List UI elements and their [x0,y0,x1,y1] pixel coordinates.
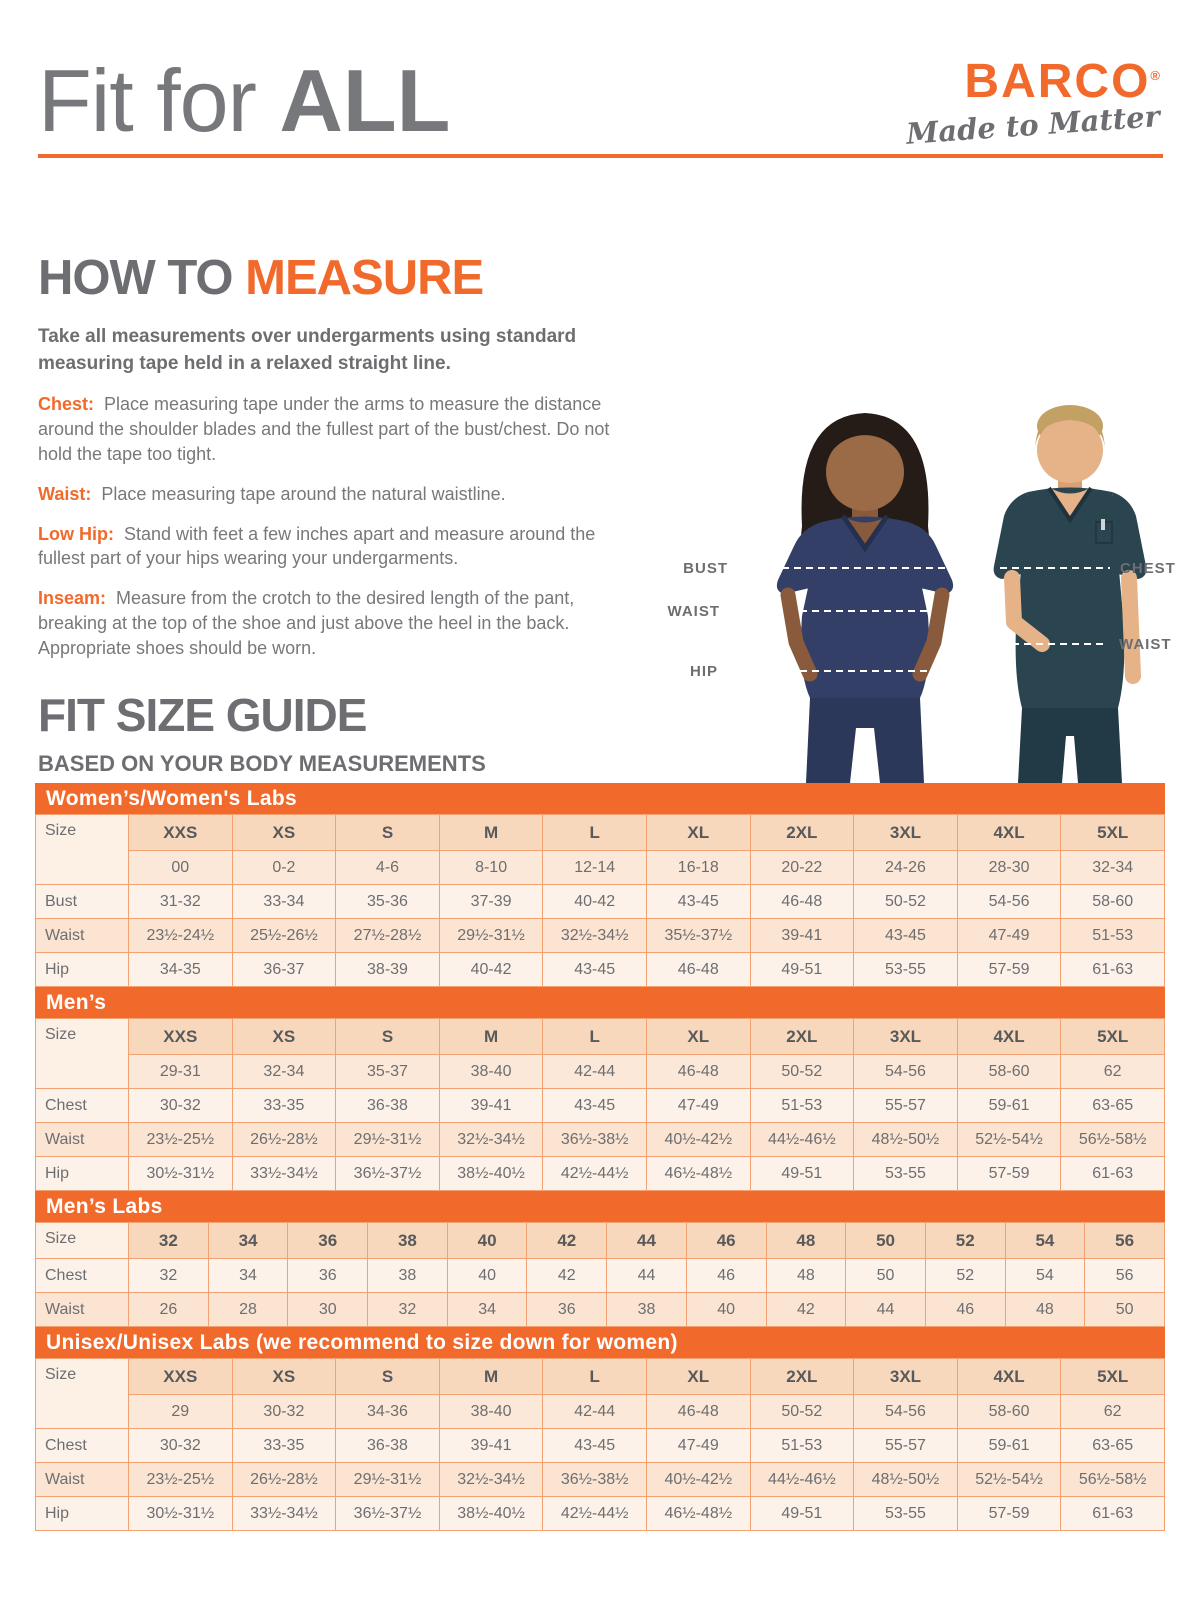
value-cell: 49-51 [750,1157,854,1191]
fit-size-guide-subheading: BASED ON YOUR BODY MEASUREMENTS [38,751,486,776]
size-label-cell: 5XL [1061,1019,1165,1055]
value-cell: 42½-44½ [543,1497,647,1531]
value-cell: 54-56 [957,885,1061,919]
measure-item-waist [38,482,623,507]
value-cell: 54-56 [854,1055,958,1089]
value-cell: 39-41 [439,1089,543,1123]
size-label-cell: XXS [129,1019,233,1055]
size-label-cell: 44 [607,1223,687,1259]
table-row [36,1259,1165,1293]
value-cell: 35½-37½ [646,919,750,953]
measure-item-label: Chest: [38,394,95,415]
table-row [36,1429,1165,1463]
size-label-cell: L [543,1359,647,1395]
brand-name: BARCO® [964,55,1160,108]
size-label-cell: 36 [288,1223,368,1259]
value-cell: 20-22 [750,851,854,885]
size-label-cell: 32 [129,1223,209,1259]
value-cell: 43-45 [543,1089,647,1123]
value-cell: 42 [527,1259,607,1293]
size-label-cell: 56 [1085,1223,1165,1259]
value-cell: 44½-46½ [750,1123,854,1157]
value-cell: 32½-34½ [543,919,647,953]
value-cell: 34 [447,1293,527,1327]
value-cell: 29-31 [129,1055,233,1089]
value-cell: 30-32 [129,1429,233,1463]
value-cell: 8-10 [439,851,543,885]
value-cell: 46½-48½ [646,1497,750,1531]
value-cell: 53-55 [854,953,958,987]
how-to-measure-section [38,250,623,661]
value-cell: 43-45 [543,953,647,987]
bust-label: BUST [683,560,728,577]
size-label-cell: S [336,1019,440,1055]
measure-item-chest [38,392,623,466]
value-cell: 42-44 [543,1055,647,1089]
value-cell: 36½-37½ [336,1157,440,1191]
value-cell: 54-56 [854,1395,958,1429]
chest-label: CHEST [1120,560,1176,577]
value-cell: 42½-44½ [543,1157,647,1191]
person-man [994,405,1147,783]
value-cell: 50-52 [854,885,958,919]
table-band-title: Unisex/Unisex Labs (we recommend to size down for women) [35,1327,1165,1358]
value-cell: 62 [1061,1395,1165,1429]
value-cell: 24-26 [854,851,958,885]
brand-logo [905,55,1161,151]
size-label-cell: S [336,815,440,851]
value-cell: 61-63 [1061,953,1165,987]
fit-size-guide-heading: FIT SIZE GUIDE [38,689,367,741]
size-label-cell: XL [646,1019,750,1055]
value-cell: 56 [1085,1259,1165,1293]
value-cell: 63-65 [1061,1429,1165,1463]
value-cell: 61-63 [1061,1497,1165,1531]
value-cell: 36 [288,1259,368,1293]
value-cell: 48 [1005,1293,1085,1327]
value-cell: 47-49 [646,1089,750,1123]
value-cell: 40½-42½ [646,1123,750,1157]
value-cell: 30-32 [129,1089,233,1123]
value-cell: 28-30 [957,851,1061,885]
value-cell: 32½-34½ [439,1123,543,1157]
size-label-cell: 40 [447,1223,527,1259]
value-cell: 39-41 [439,1429,543,1463]
models-illustration [650,376,1200,783]
value-cell: 29½-31½ [336,1123,440,1157]
value-cell: 35-36 [336,885,440,919]
value-cell: 36-38 [336,1429,440,1463]
value-cell: 12-14 [543,851,647,885]
row-label-cell: Waist [36,1293,129,1327]
value-cell: 38 [368,1259,448,1293]
size-label-cell: XXS [129,815,233,851]
size-label-cell: M [439,815,543,851]
size-header-cell: Size [36,1019,129,1089]
value-cell: 42-44 [543,1395,647,1429]
value-cell: 43-45 [646,885,750,919]
numeric-size-row [36,1395,1165,1429]
measure-item-text: Measure from the crotch to the desired length of the pant, breaking at the top of the shoe and just above the heel in the back. Appropriate shoes should be worn. [38,588,575,658]
value-cell: 57-59 [957,1157,1061,1191]
value-cell: 43-45 [543,1429,647,1463]
value-cell: 62 [1061,1055,1165,1089]
measure-intro: Take all measurements over undergarments using standard measuring tape held in a relaxed straight line. [38,326,577,374]
value-cell: 46-48 [750,885,854,919]
row-label-cell: Hip [36,953,129,987]
value-cell: 33-34 [232,885,336,919]
value-cell: 40-42 [439,953,543,987]
heading-orange-part: MEASURE [245,251,484,305]
value-cell: 32 [368,1293,448,1327]
value-cell: 26 [129,1293,209,1327]
value-cell: 37-39 [439,885,543,919]
value-cell: 58-60 [1061,885,1165,919]
size-label-cell: M [439,1019,543,1055]
waist-right-label: WAIST [1119,636,1172,653]
table-band-title: Men’s [35,987,1165,1018]
size-label-cell: 5XL [1061,815,1165,851]
value-cell: 46-48 [646,1055,750,1089]
size-label-cell: L [543,1019,647,1055]
value-cell: 59-61 [957,1089,1061,1123]
page-title-bold: ALL [279,51,451,150]
value-cell: 43-45 [854,919,958,953]
value-cell: 50-52 [750,1055,854,1089]
value-cell: 42 [766,1293,846,1327]
header-divider [38,154,1163,158]
value-cell: 56½-58½ [1061,1123,1165,1157]
value-cell: 38 [607,1293,687,1327]
size-tables [35,783,1165,1531]
table-row [36,885,1165,919]
value-cell: 36-38 [336,1089,440,1123]
size-header-cell: Size [36,815,129,885]
table-band-title: Women’s/Women's Labs [35,783,1165,814]
measure-item-label: Waist: [38,483,92,504]
value-cell: 48½-50½ [854,1123,958,1157]
value-cell: 28 [208,1293,288,1327]
value-cell: 52½-54½ [957,1123,1061,1157]
size-label-cell: XS [232,1359,336,1395]
value-cell: 59-61 [957,1429,1061,1463]
value-cell: 51-53 [1061,919,1165,953]
value-cell: 23½-24½ [129,919,233,953]
value-cell: 53-55 [854,1157,958,1191]
value-cell: 30-32 [232,1395,336,1429]
value-cell: 32-34 [1061,851,1165,885]
size-label-cell: 46 [686,1223,766,1259]
size-label-cell: XL [646,1359,750,1395]
size-label-cell: 4XL [957,1359,1061,1395]
measure-item-low-hip [38,522,623,572]
measure-item-inseam [38,586,623,660]
size-label-cell: 5XL [1061,1359,1165,1395]
value-cell: 38½-40½ [439,1497,543,1531]
value-cell: 46-48 [646,1395,750,1429]
size-label-cell: 2XL [750,1359,854,1395]
size-label-cell: M [439,1359,543,1395]
value-cell: 00 [129,851,233,885]
value-cell: 36½-38½ [543,1463,647,1497]
value-cell: 58-60 [957,1055,1061,1089]
row-label-cell: Waist [36,1123,129,1157]
value-cell: 39-41 [750,919,854,953]
waist-left-label: WAIST [667,603,720,620]
value-cell: 55-57 [854,1429,958,1463]
size-label-cell: 48 [766,1223,846,1259]
value-cell: 47-49 [646,1429,750,1463]
value-cell: 36-37 [232,953,336,987]
size-table [35,1358,1165,1531]
value-cell: 38½-40½ [439,1157,543,1191]
value-cell: 31-32 [129,885,233,919]
value-cell: 38-40 [439,1395,543,1429]
size-label-cell: XS [232,815,336,851]
value-cell: 16-18 [646,851,750,885]
size-label-cell: 2XL [750,1019,854,1055]
value-cell: 56½-58½ [1061,1463,1165,1497]
table-row [36,919,1165,953]
table-band-title: Men’s Labs [35,1191,1165,1222]
value-cell: 57-59 [957,953,1061,987]
value-cell: 38-40 [439,1055,543,1089]
value-cell: 27½-28½ [336,919,440,953]
value-cell: 50 [1085,1293,1165,1327]
value-cell: 26½-28½ [232,1463,336,1497]
value-cell: 44 [607,1259,687,1293]
value-cell: 48 [766,1259,846,1293]
value-cell: 57-59 [957,1497,1061,1531]
hip-label: HIP [689,663,718,680]
value-cell: 26½-28½ [232,1123,336,1157]
value-cell: 38-39 [336,953,440,987]
value-cell: 40 [447,1259,527,1293]
size-label-cell: S [336,1359,440,1395]
value-cell: 52½-54½ [957,1463,1061,1497]
value-cell: 29½-31½ [336,1463,440,1497]
size-label-cell: 38 [368,1223,448,1259]
value-cell: 36½-37½ [336,1497,440,1531]
value-cell: 61-63 [1061,1157,1165,1191]
size-label-cell: 4XL [957,1019,1061,1055]
table-row [36,1123,1165,1157]
size-label-cell: 50 [846,1223,926,1259]
size-label-cell: 3XL [854,1359,958,1395]
measure-item-label: Inseam: [38,588,107,609]
measure-item-text: Place measuring tape around the natural waistline. [101,483,506,504]
value-cell: 23½-25½ [129,1463,233,1497]
value-cell: 32½-34½ [439,1463,543,1497]
size-label-cell: L [543,815,647,851]
size-label-cell: 52 [925,1223,1005,1259]
size-label-cell: 3XL [854,815,958,851]
value-cell: 40-42 [543,885,647,919]
row-label-cell: Chest [36,1259,129,1293]
value-cell: 29½-31½ [439,919,543,953]
row-label-cell: Hip [36,1157,129,1191]
registered-mark: ® [1150,68,1160,83]
value-cell: 44 [846,1293,926,1327]
value-cell: 0-2 [232,851,336,885]
measure-item-text: Stand with feet a few inches apart and measure around the fullest part of your hips wearing your undergarments. [38,523,596,569]
value-cell: 50-52 [750,1395,854,1429]
value-cell: 49-51 [750,1497,854,1531]
value-cell: 51-53 [750,1089,854,1123]
how-to-measure-heading [38,250,623,306]
measurement-models-photo [650,376,1200,783]
value-cell: 32-34 [232,1055,336,1089]
size-label-cell: 4XL [957,815,1061,851]
value-cell: 52 [925,1259,1005,1293]
value-cell: 25½-26½ [232,919,336,953]
row-label-cell: Chest [36,1429,129,1463]
value-cell: 4-6 [336,851,440,885]
value-cell: 46 [925,1293,1005,1327]
numeric-size-row [36,1055,1165,1089]
row-label-cell: Bust [36,885,129,919]
table-row [36,1497,1165,1531]
size-label-cell: XS [232,1019,336,1055]
table-row [36,953,1165,987]
value-cell: 30½-31½ [129,1497,233,1531]
value-cell: 50 [846,1259,926,1293]
value-cell: 34-36 [336,1395,440,1429]
size-label-cell: 3XL [854,1019,958,1055]
value-cell: 34-35 [129,953,233,987]
value-cell: 33-35 [232,1429,336,1463]
measure-item-label: Low Hip: [38,523,114,544]
value-cell: 51-53 [750,1429,854,1463]
size-label-cell: XXS [129,1359,233,1395]
numeric-size-row [36,851,1165,885]
value-cell: 36 [527,1293,607,1327]
size-label-cell: XL [646,815,750,851]
size-header-cell: Size [36,1223,129,1259]
table-row [36,1463,1165,1497]
value-cell: 46-48 [646,953,750,987]
page-title [38,50,450,152]
value-cell: 35-37 [336,1055,440,1089]
value-cell: 33½-34½ [232,1157,336,1191]
page-title-regular: Fit for [38,51,280,150]
heading-gray-part: HOW TO [38,251,246,305]
value-cell: 33-35 [232,1089,336,1123]
table-row [36,1293,1165,1327]
value-cell: 40½-42½ [646,1463,750,1497]
value-cell: 55-57 [854,1089,958,1123]
value-cell: 34 [208,1259,288,1293]
value-cell: 29 [129,1395,233,1429]
size-header-cell: Size [36,1359,129,1429]
fit-size-guide-section [38,688,486,777]
measure-item-text: Place measuring tape under the arms to measure the distance around the shoulder blades and the fullest part of the bust/chest. Do not hold the tape too tight. [38,394,610,464]
value-cell: 36½-38½ [543,1123,647,1157]
value-cell: 32 [129,1259,209,1293]
size-label-cell: 2XL [750,815,854,851]
table-row [36,1157,1165,1191]
person-woman [777,413,953,783]
value-cell: 54 [1005,1259,1085,1293]
size-table [35,814,1165,987]
value-cell: 49-51 [750,953,854,987]
value-cell: 63-65 [1061,1089,1165,1123]
row-label-cell: Hip [36,1497,129,1531]
value-cell: 47-49 [957,919,1061,953]
value-cell: 48½-50½ [854,1463,958,1497]
size-table [35,1222,1165,1327]
row-label-cell: Waist [36,1463,129,1497]
value-cell: 23½-25½ [129,1123,233,1157]
row-label-cell: Waist [36,919,129,953]
value-cell: 30 [288,1293,368,1327]
value-cell: 33½-34½ [232,1497,336,1531]
brand-tagline: Made to Matter [905,99,1161,151]
value-cell: 46½-48½ [646,1157,750,1191]
value-cell: 40 [686,1293,766,1327]
size-label-cell: 42 [527,1223,607,1259]
value-cell: 30½-31½ [129,1157,233,1191]
value-cell: 58-60 [957,1395,1061,1429]
row-label-cell: Chest [36,1089,129,1123]
table-row [36,1089,1165,1123]
size-label-cell: 34 [208,1223,288,1259]
value-cell: 46 [686,1259,766,1293]
value-cell: 44½-46½ [750,1463,854,1497]
size-table [35,1018,1165,1191]
size-label-cell: 54 [1005,1223,1085,1259]
value-cell: 53-55 [854,1497,958,1531]
